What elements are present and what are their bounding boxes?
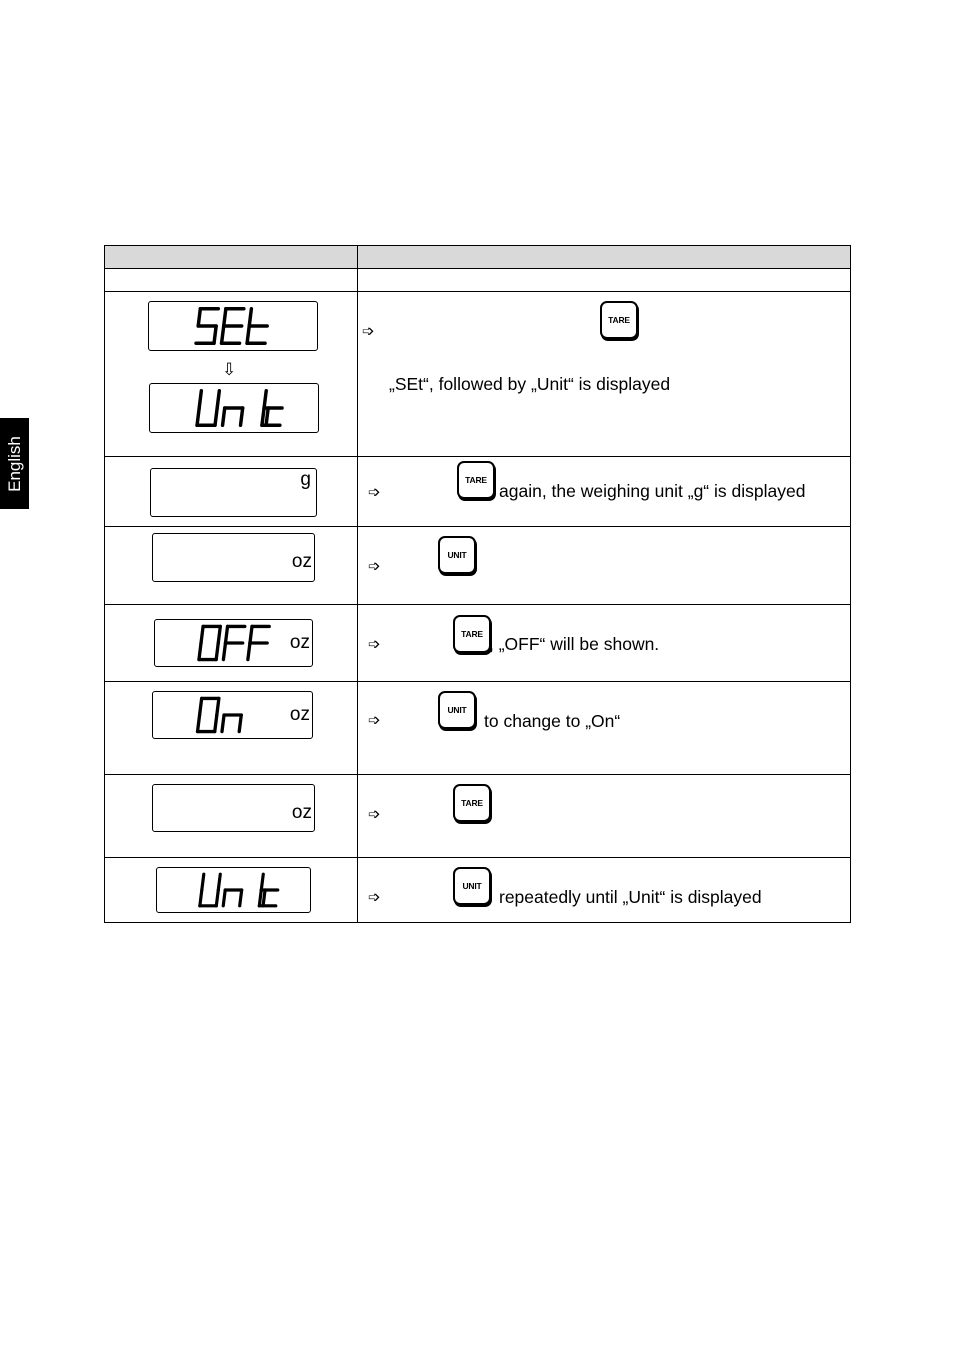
operation-cell [358, 457, 851, 527]
lcd-segment [201, 626, 203, 643]
lcd-display [154, 619, 313, 667]
lcd-segment [222, 326, 224, 343]
display-cell [105, 292, 358, 457]
lcd-segment [215, 408, 217, 425]
lcd-seg-text [155, 620, 312, 666]
lcd-segment [225, 626, 227, 643]
lcd-segment [223, 408, 225, 425]
table-header-row [105, 246, 851, 269]
step-text: , „OFF“ will be shown. [489, 634, 660, 654]
lcd-segment [263, 890, 265, 906]
lcd-segment [214, 326, 216, 343]
header-cell-operation [358, 246, 851, 269]
lcd-segment [261, 874, 263, 890]
lcd-segment [222, 715, 224, 732]
lcd-segment [241, 408, 243, 425]
unit-key-icon: UNIT [438, 536, 476, 574]
lcd-segment [200, 698, 202, 715]
step-arrow-icon: ➩ [362, 323, 375, 340]
lcd-segment [264, 391, 266, 408]
lcd-segment [266, 408, 268, 425]
tare-key-icon: TARE [457, 461, 495, 499]
display-cell [105, 527, 358, 605]
tare-key-icon: TARE [453, 784, 491, 822]
operation-cell [358, 527, 851, 605]
unit-label: oz [289, 704, 310, 725]
operation-cell [358, 292, 851, 457]
lcd-display [148, 301, 318, 351]
unit-label: g [300, 469, 311, 490]
lcd-segment [247, 326, 249, 343]
operation-cell [358, 858, 851, 923]
unit-label: oz [291, 551, 312, 572]
empty-cell [105, 269, 358, 292]
tare-key-icon: TARE [453, 615, 491, 653]
table-row [105, 605, 851, 682]
table-row [105, 292, 851, 457]
operation-cell [358, 605, 851, 682]
table-row [105, 775, 851, 858]
lcd-segment [217, 698, 219, 715]
lcd-segment [216, 643, 218, 660]
lcd-display [156, 867, 311, 913]
lcd-segment [197, 408, 199, 425]
transition-arrow: ⇩ [222, 360, 237, 379]
display-cell [105, 775, 358, 858]
lcd-segment [200, 890, 202, 906]
table-row [105, 682, 851, 775]
lcd-display [152, 533, 315, 582]
lcd-segment [199, 643, 201, 660]
lcd-segment [223, 890, 225, 906]
lcd-display [149, 383, 319, 433]
step-text: again, the weighing unit „g“ is displayed [499, 481, 806, 501]
lcd-segment [198, 715, 200, 732]
step-arrow-icon: ➩ [368, 806, 381, 823]
header-cell-display [105, 246, 358, 269]
lcd-display [150, 468, 317, 517]
step-arrow-icon: ➩ [368, 484, 381, 501]
lcd-segment [250, 626, 252, 643]
lcd-segment [216, 890, 218, 906]
step-arrow-icon: ➩ [368, 712, 381, 729]
lcd-seg-text [150, 384, 318, 432]
lcd-seg-text [153, 692, 312, 738]
lcd-segment [224, 309, 226, 326]
step-arrow-icon: ➩ [368, 558, 381, 575]
step-arrow-icon: ➩ [368, 636, 381, 653]
lcd-segment [239, 715, 241, 732]
unit-label: oz [289, 632, 310, 653]
lcd-segment [262, 408, 264, 425]
operation-cell [358, 682, 851, 775]
lcd-segment [218, 626, 220, 643]
display-cell [105, 682, 358, 775]
step-text: „SEt“, followed by „Unit“ is displayed [389, 374, 671, 394]
display-cell [105, 457, 358, 527]
lcd-display [152, 691, 313, 739]
table-row [105, 858, 851, 923]
empty-cell [358, 269, 851, 292]
tare-key-icon: TARE [600, 301, 638, 339]
step-text: repeatedly until „Unit“ is displayed [499, 887, 762, 907]
table-row [105, 457, 851, 527]
lcd-segment [259, 890, 261, 906]
step-text: to change to „On“ [484, 711, 621, 731]
lcd-segment [217, 391, 219, 408]
display-cell [105, 605, 358, 682]
lcd-segment [202, 874, 204, 890]
table-row [105, 269, 851, 292]
display-cell [105, 858, 358, 923]
table-row [105, 527, 851, 605]
lcd-segment [218, 874, 220, 890]
lcd-seg-text [149, 302, 317, 350]
lcd-seg-text [157, 868, 310, 912]
lcd-segment [248, 643, 250, 660]
lcd-display [152, 784, 315, 832]
language-tab [0, 418, 29, 509]
lcd-segment [199, 391, 201, 408]
unit-key-icon: UNIT [453, 867, 491, 905]
language-tab-label: English [4, 435, 24, 492]
unit-label: oz [291, 802, 312, 823]
lcd-segment [215, 715, 217, 732]
unit-key-icon: UNIT [438, 691, 476, 729]
lcd-segment [240, 890, 242, 906]
operation-cell [358, 775, 851, 858]
lcd-segment [198, 309, 200, 326]
lcd-segment [249, 309, 251, 326]
step-arrow-icon: ➩ [368, 889, 381, 906]
procedure-table [104, 245, 851, 923]
lcd-segment [223, 643, 225, 660]
